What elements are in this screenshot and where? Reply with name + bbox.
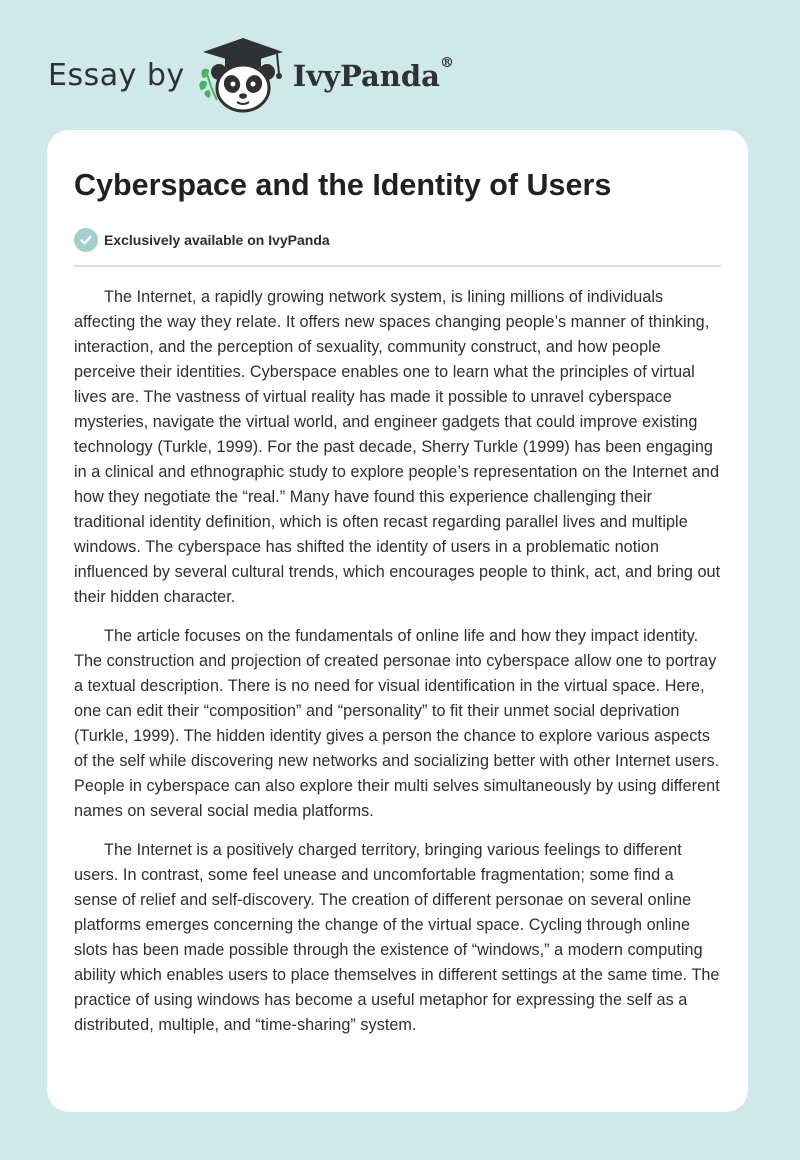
exclusive-label: Exclusively available on IvyPanda	[104, 232, 330, 249]
essay-body	[74, 285, 721, 1038]
panda-graduation-cap-icon[interactable]	[197, 34, 289, 114]
essay-by-label: Essay by	[48, 57, 185, 93]
brand-name-text: IvyPanda	[292, 59, 440, 93]
paragraph: The Internet is a positively charged territory, bringing various feelings to different users. In contrast, some feel unease and uncomfortable fragmentation; some find a sense of relief and self-discovery. The creation of different personae on several online platforms emerges concerning the change of the virtual space. Cycling through online slots has been made possible through the existence of “windows,” a modern computing ability which enables users to place themselves in different settings at the same time. The practice of using windows has become a useful metaphor for expressing the self as a distributed, multiple, and “time-sharing” system.	[74, 841, 720, 1035]
paragraph: The Internet, a rapidly growing network system, is lining millions of individuals affecting the way they relate. It offers new spaces changing people’s manner of thinking, interaction, and the perception of sexuality, community construct, and how people perceive their identities. Cyberspace enables one to learn what the principles of virtual lives are. The vastness of virtual reality has made it possible to unravel cyberspace mysteries, navigate the virtual world, and engineer gadgets that could improve existing technology (Turkle, 1999). For the past decade, Sherry Turkle (1999) has been engaging in a clinical and ethnographic study to explore people’s representation on the Internet and how they negotiate the “real.” Many have found this experience challenging their traditional identity definition, which is often recast regarding parallel lives and multiple windows. The cyberspace has shifted the identity of users in a problematic notion influenced by several cultural trends, which encourages people to think, act, and bring out their hidden character.	[74, 288, 721, 607]
title-divider	[74, 265, 721, 267]
checkmark-icon	[74, 228, 98, 252]
exclusive-badge	[74, 228, 721, 252]
paragraph: The article focuses on the fundamentals of online life and how they impact identity. The construction and projection of created personae into cyberspace allow one to portray a textual description. There is no need for visual identification in the virtual space. Here, one can edit their “composition” and “personality” to fit their unmet social deprivation (Turkle, 1999). The hidden identity gives a person the chance to explore various aspects of the self while discovering new networks and socializing better with other Internet users. People in cyberspace can also explore their multi selves simultaneously by using different names on several social media platforms.	[74, 627, 720, 821]
registered-mark: ®	[439, 55, 454, 71]
essay-card	[47, 130, 748, 1112]
brand-name[interactable]	[292, 55, 454, 93]
page-title: Cyberspace and the Identity of Users	[74, 168, 612, 202]
site-header	[48, 34, 454, 114]
